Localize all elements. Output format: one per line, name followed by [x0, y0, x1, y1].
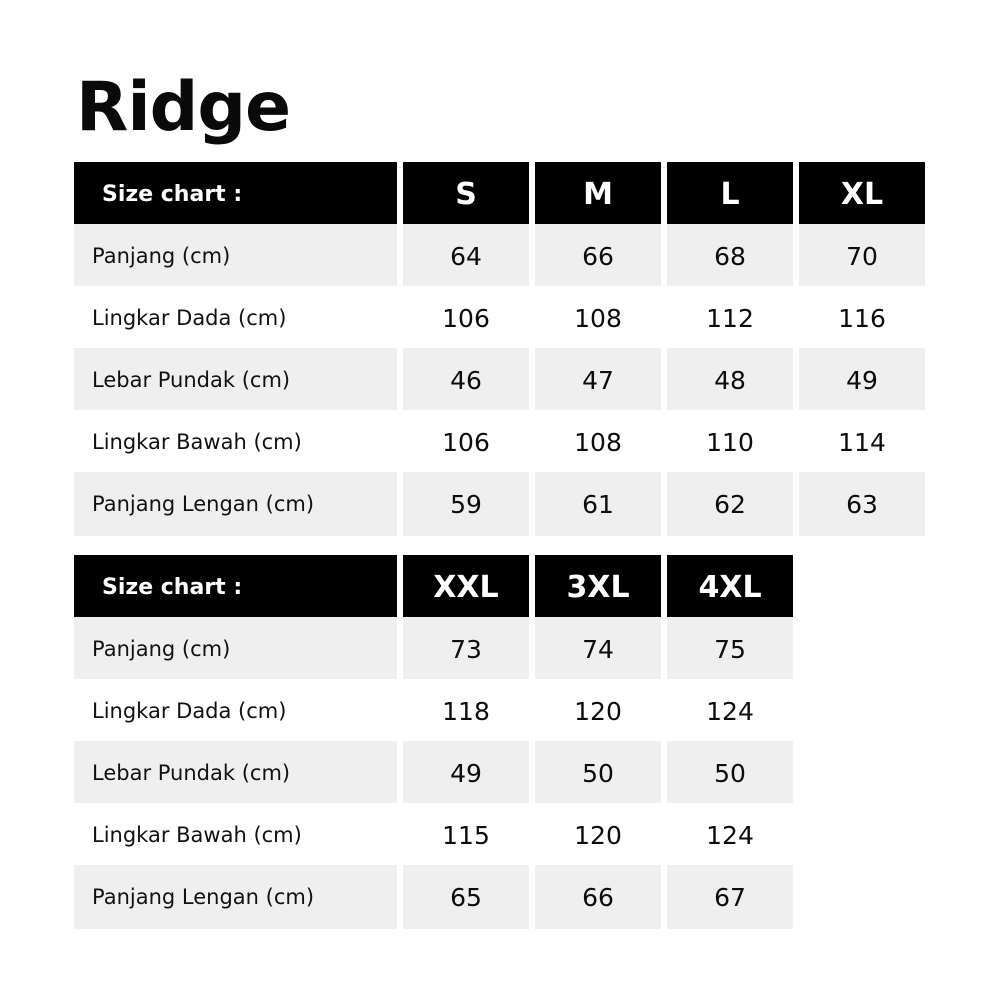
size-header-3xl: 3XL — [535, 555, 661, 619]
value-cell: 66 — [535, 865, 661, 929]
value-cell: 108 — [535, 410, 661, 474]
value-cell: 116 — [799, 286, 925, 350]
value-cell: 106 — [403, 410, 529, 474]
row-label: Lingkar Dada (cm) — [74, 286, 397, 350]
value-cell: 115 — [403, 803, 529, 867]
value-cell: 120 — [535, 803, 661, 867]
value-cell: 74 — [535, 617, 661, 681]
value-cell: 64 — [403, 224, 529, 288]
value-cell: 50 — [667, 741, 793, 805]
value-cell: 118 — [403, 679, 529, 743]
row-label: Lebar Pundak (cm) — [74, 741, 397, 805]
value-cell: 106 — [403, 286, 529, 350]
value-cell: 65 — [403, 865, 529, 929]
row-label: Panjang Lengan (cm) — [74, 865, 397, 929]
size-header-xxl: XXL — [403, 555, 529, 619]
page-title: Ridge — [76, 68, 291, 147]
row-label: Lebar Pundak (cm) — [74, 348, 397, 412]
value-cell: 124 — [667, 679, 793, 743]
value-cell: 49 — [403, 741, 529, 805]
value-cell: 124 — [667, 803, 793, 867]
value-cell: 68 — [667, 224, 793, 288]
value-cell: 75 — [667, 617, 793, 681]
value-cell: 73 — [403, 617, 529, 681]
value-cell: 59 — [403, 472, 529, 536]
value-cell: 67 — [667, 865, 793, 929]
row-label: Lingkar Bawah (cm) — [74, 803, 397, 867]
size-header-4xl: 4XL — [667, 555, 793, 619]
size-chart-header-label: Size chart : — [74, 555, 397, 619]
size-header-l: L — [667, 162, 793, 226]
row-label: Panjang Lengan (cm) — [74, 472, 397, 536]
value-cell: 66 — [535, 224, 661, 288]
row-label: Lingkar Dada (cm) — [74, 679, 397, 743]
value-cell: 63 — [799, 472, 925, 536]
value-cell: 47 — [535, 348, 661, 412]
value-cell: 70 — [799, 224, 925, 288]
value-cell: 112 — [667, 286, 793, 350]
value-cell: 62 — [667, 472, 793, 536]
size-chart-header-label: Size chart : — [74, 162, 397, 226]
size-header-xl: XL — [799, 162, 925, 226]
value-cell: 110 — [667, 410, 793, 474]
size-header-m: M — [535, 162, 661, 226]
value-cell: 50 — [535, 741, 661, 805]
row-label: Lingkar Bawah (cm) — [74, 410, 397, 474]
value-cell: 61 — [535, 472, 661, 536]
value-cell: 108 — [535, 286, 661, 350]
value-cell: 48 — [667, 348, 793, 412]
row-label: Panjang (cm) — [74, 224, 397, 288]
value-cell: 114 — [799, 410, 925, 474]
value-cell: 46 — [403, 348, 529, 412]
row-label: Panjang (cm) — [74, 617, 397, 681]
value-cell: 120 — [535, 679, 661, 743]
value-cell: 49 — [799, 348, 925, 412]
size-header-s: S — [403, 162, 529, 226]
